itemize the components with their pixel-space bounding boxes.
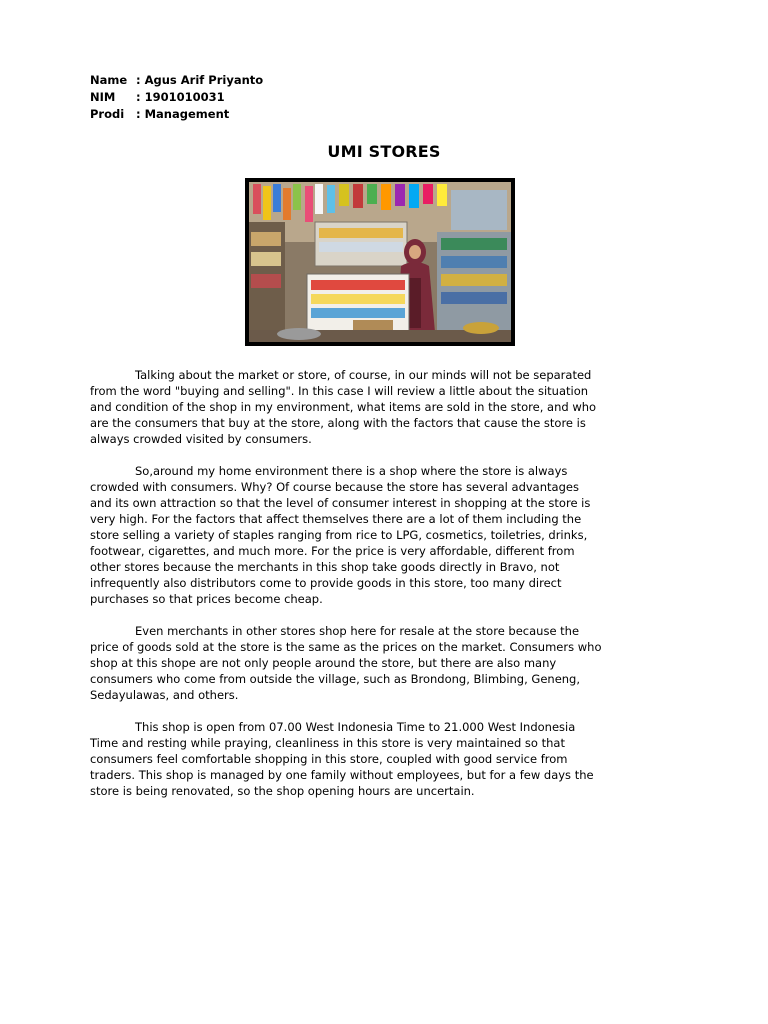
name-value: : Agus Arif Priyanto bbox=[136, 73, 264, 87]
student-info bbox=[90, 72, 263, 123]
nim-label: NIM bbox=[90, 90, 116, 104]
paragraph-customers: Even merchants in other stores shop here for resale at the store because the price of goods sold at the store is the same as the prices on the market. Consumers who shop at this shope are not only people around the store, but there are also many consumers who come from outside the village, such as Brondong, Blimbing, Geneng, Sedayulawas, and others. bbox=[90, 624, 602, 702]
name-label: Name bbox=[90, 73, 128, 87]
prodi-row bbox=[90, 106, 263, 123]
paragraph-hours: This shop is open from 07.00 West Indonesia Time to 21.000 West Indonesia Time and resting while praying, cleanliness in this store is very maintained so that consumers feel comfortable shopping in this store, coupled with good service from traders. This shop is managed by one family without employees, but for a few days the store is being renovated, so the shop opening hours are uncertain. bbox=[90, 720, 594, 798]
body-text bbox=[90, 367, 690, 815]
nim-row bbox=[90, 89, 263, 106]
store-photo bbox=[245, 178, 515, 346]
name-row bbox=[90, 72, 263, 89]
paragraph-advantages: So,around my home environment there is a shop where the store is always crowded with consumers. Why? Of course because the store has several advantages and its own attraction so that the level of consumer interest in shopping at the store is very high. For the factors that affect themselves there are a lot of them including the store selling a variety of staples ranging from rice to LPG, cosmetics, toiletries, drinks, footwear, cigarettes, and much more. For the price is very affordable, different from other stores because the merchants in this shop take goods directly in Bravo, not infrequently also distributors come to provide goods in this store, too many direct purchases so that prices become cheap. bbox=[90, 464, 591, 606]
prodi-value: : Management bbox=[136, 107, 230, 121]
prodi-label: Prodi bbox=[90, 107, 125, 121]
page-title: UMI STORES bbox=[327, 142, 441, 161]
nim-value: : 1901010031 bbox=[136, 90, 225, 104]
store-photo-illustration bbox=[249, 182, 511, 342]
paragraph-intro: Talking about the market or store, of course, in our minds will not be separated from the word "buying and selling". In this case I will review a little about the situation and condition of the shop in my environment, what items are sold in the store, and who are the consumers that buy at the store, along with the factors that cause the store is always crowded visited by consumers. bbox=[90, 368, 597, 446]
